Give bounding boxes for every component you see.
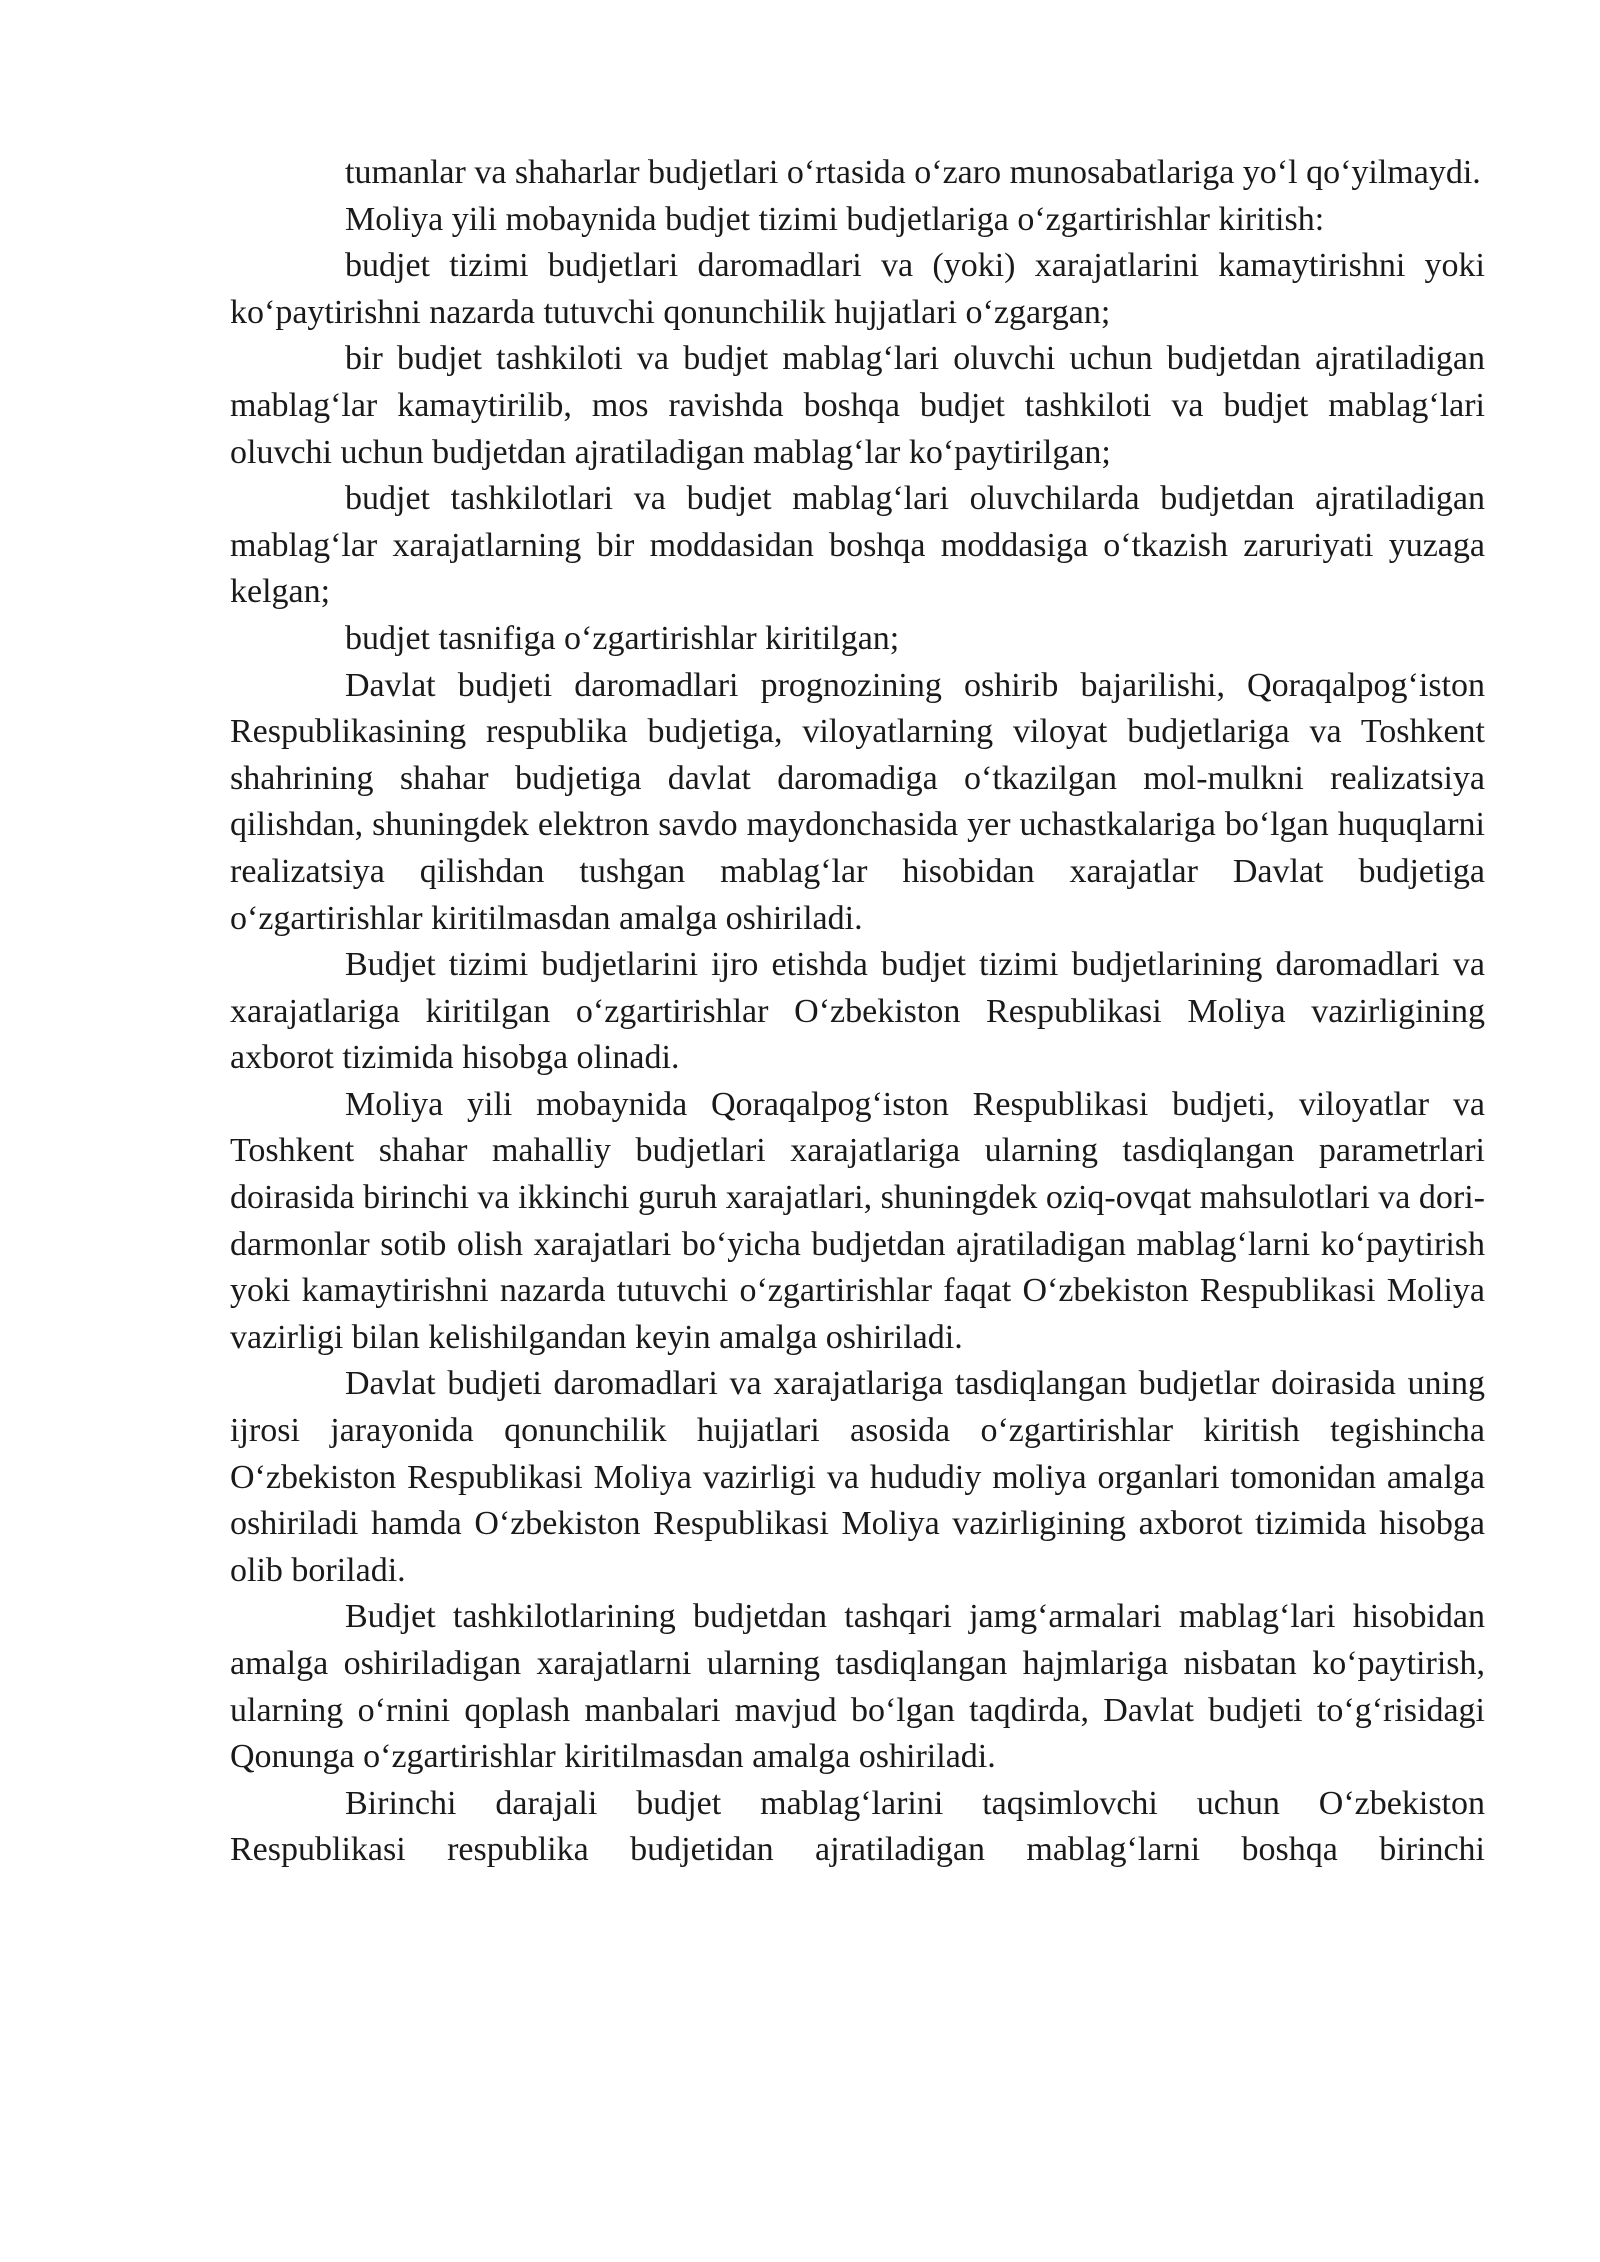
paragraph: Davlat budjeti daromadlari va xarajatlariga tasdiqlangan budjetlar doirasida uning ijrosi jarayonida qonunchilik hujjatlari asosida o‘zgartirishlar kiritish tegishincha O‘zbekiston Respublikasi Moliya vazirligi va hududiy moliya organlari tomonidan amalga oshiriladi hamda O‘zbekiston Respublikasi Moliya vazirligining axborot tizimida hisobga olib boriladi. <box>230 1365 1485 1589</box>
paragraph: budjet tashkilotlari va budjet mablag‘lari oluvchilarda budjetdan ajratiladigan mablag‘lar xarajatlarning bir moddasidan boshqa moddasiga o‘tkazish zaruriyati yuzaga kelgan; <box>230 480 1485 611</box>
paragraph: Moliya yili mobaynida budjet tizimi budjetlariga o‘zgartirishlar kiritish: <box>345 200 1325 238</box>
paragraph: tumanlar va shaharlar budjetlari o‘rtasida o‘zaro munosabatlariga yo‘l qo‘yilmaydi. <box>345 154 1481 191</box>
document-page <box>230 150 1485 1874</box>
paragraph: budjet tizimi budjetlari daromadlari va (yoki) xarajatlarini kamaytirishni yoki ko‘paytirishni nazarda tutuvchi qonunchilik hujjatlari o‘zgargan; <box>230 247 1485 331</box>
paragraph: budjet tasnifiga o‘zgartirishlar kiritilgan; <box>345 619 900 657</box>
paragraph: Birinchi darajali budjet mablag‘larini taqsimlovchi uchun O‘zbekiston Respublikasi respublika budjetidan ajratiladigan mablag‘larni boshqa birinchi <box>230 1784 1485 1869</box>
paragraph: Budjet tizimi budjetlarini ijro etishda budjet tizimi budjetlarining daromadlari va xarajatlariga kiritilgan o‘zgartirishlar O‘zbekiston Respublikasi Moliya vazirligining axborot tizimida hisobga olinadi. <box>230 946 1485 1077</box>
paragraph: bir budjet tashkiloti va budjet mablag‘lari oluvchi uchun budjetdan ajratiladigan mablag‘lar kamaytirilib, mos ravishda boshqa budjet tashkiloti va budjet mablag‘lari oluvchi uchun budjetdan ajratiladigan mablag‘lar ko‘paytirilgan; <box>230 340 1485 471</box>
paragraph: Moliya yili mobaynida Qoraqalpog‘iston Respublikasi budjeti, viloyatlar va Toshkent shahar mahalliy budjetlari xarajatlariga ularning tasdiqlangan parametrlari doirasida birinchi va ikkinchi guruh xarajatlari, shuningdek oziq-ovqat mahsulotlari va dori-darmonlar sotib olish xarajatlari bo‘yicha budjetdan ajratiladigan mablag‘larni ko‘paytirish yoki kamaytirishni nazarda tutuvchi o‘zgartirishlar faqat O‘zbekiston Respublikasi Moliya vazirligi bilan kelishilgandan keyin amalga oshiriladi. <box>230 1085 1485 1356</box>
paragraph: Budjet tashkilotlarining budjetdan tashqari jamg‘armalari mablag‘lari hisobidan amalga oshiriladigan xarajatlarni ularning tasdiqlangan hajmlariga nisbatan ko‘paytirish, ularning o‘rnini qoplash manbalari mavjud bo‘lgan taqdirda, Davlat budjeti to‘g‘risidagi Qonunga o‘zgartirishlar kiritilmasdan amalga oshiriladi. <box>230 1598 1485 1776</box>
paragraph: Davlat budjeti daromadlari prognozining oshirib bajarilishi, Qoraqalpog‘iston Respublikasining respublika budjetiga, viloyatlarning viloyat budjetlariga va Toshkent shahrining shahar budjetiga davlat daromadiga o‘tkazilgan mol-mulkni realizatsiya qilishdan, shuningdek elektron savdo maydonchasida yer uchastkalariga bo‘lgan huquqlarni realizatsiya qilishdan tushgan mablag‘lar hisobidan xarajatlar Davlat budjetiga o‘zgartirishlar kiritilmasdan amalga oshiriladi. <box>230 666 1485 937</box>
